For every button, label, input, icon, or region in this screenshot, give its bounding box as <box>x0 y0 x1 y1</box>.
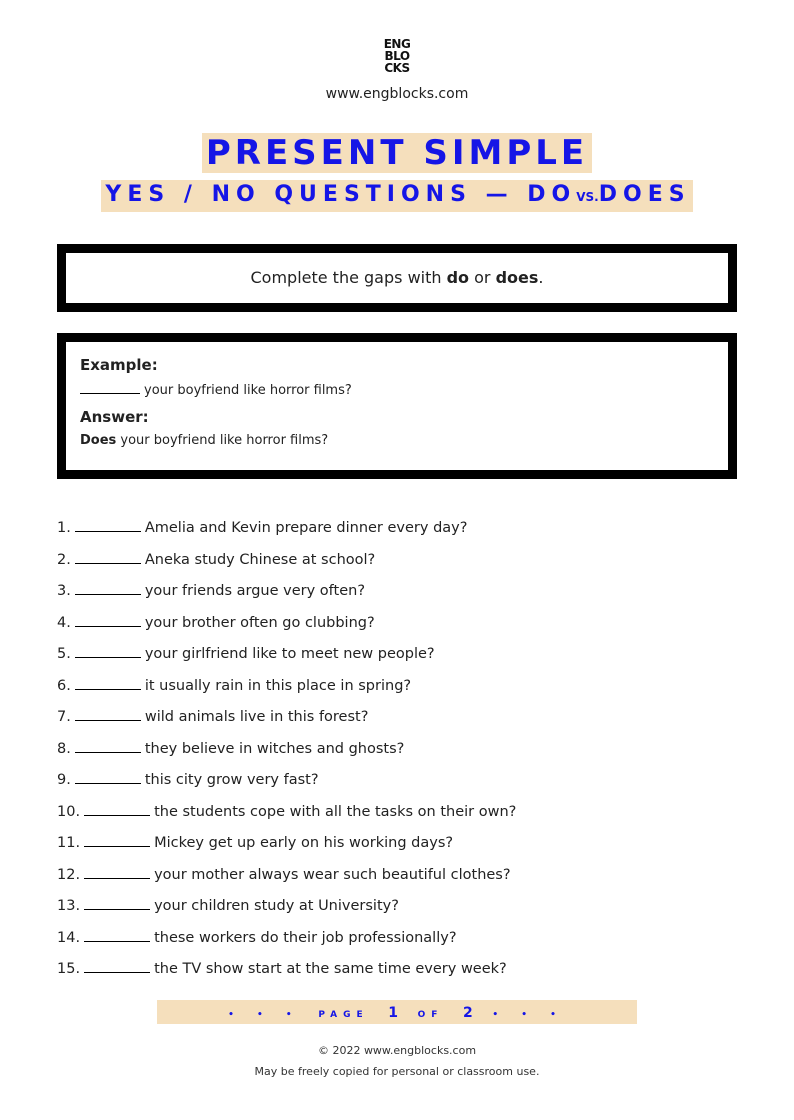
logo-line: BLO <box>384 49 410 63</box>
question-text: Amelia and Kevin prepare dinner every day? <box>144 520 468 536</box>
site-url[interactable]: www.engblocks.com <box>325 86 469 102</box>
page-total: 2 <box>462 1005 473 1021</box>
license-text: May be freely copied for personal or classroom use. <box>254 1065 540 1078</box>
pagination-dots-left: • • • <box>228 1010 302 1020</box>
logo-line: CKS <box>384 61 410 75</box>
answer-blank[interactable] <box>84 864 150 879</box>
question-number: 2. <box>57 551 71 568</box>
instruction-mid: or <box>469 268 496 287</box>
question-text: your girlfriend like to meet new people? <box>144 646 435 662</box>
page-label: PAGE <box>318 1010 369 1020</box>
question-item <box>57 705 737 737</box>
question-number: 5. <box>57 646 71 662</box>
subtitle-vs: VS. <box>576 190 599 204</box>
question-item <box>57 611 737 643</box>
question-number: 14. <box>57 929 81 946</box>
question-number: 4. <box>57 614 71 631</box>
question-item <box>57 831 737 863</box>
question-item <box>57 768 737 800</box>
question-item <box>57 863 737 895</box>
answer-blank[interactable] <box>84 927 150 942</box>
subtitle-pre: YES / NO QUESTIONS — DO <box>105 182 577 207</box>
answer-sentence <box>80 433 714 448</box>
question-text: your mother always wear such beautiful clothes? <box>154 866 511 883</box>
answer-blank[interactable] <box>84 958 150 973</box>
of-label: OF <box>417 1010 444 1020</box>
pagination-dots-right: • • • <box>492 1010 566 1020</box>
question-item <box>57 642 737 674</box>
question-text: the students cope with all the tasks on their own? <box>154 803 517 820</box>
answer-blank[interactable] <box>84 832 150 847</box>
question-text: Aneka study Chinese at school? <box>144 551 376 568</box>
answer-text: your boyfriend like horror films? <box>116 433 329 448</box>
question-item <box>57 894 737 926</box>
question-item <box>57 926 737 958</box>
example-label: Example: <box>80 356 158 374</box>
question-text: the TV show start at the same time every week? <box>154 961 507 977</box>
question-text: wild animals live in this forest? <box>144 709 369 725</box>
question-number: 7. <box>57 709 71 725</box>
question-list <box>57 516 737 989</box>
question-number: 1. <box>57 520 71 536</box>
question-text: your friends argue very often? <box>144 583 366 599</box>
question-item <box>57 957 737 989</box>
subtitle-block <box>0 180 794 212</box>
copyright-text: © 2022 www.engblocks.com <box>317 1044 477 1057</box>
question-number: 8. <box>57 740 71 757</box>
answer-blank[interactable] <box>75 549 141 564</box>
answer-blank[interactable] <box>75 612 141 627</box>
subtitle-post: DOES <box>598 182 691 207</box>
question-item <box>57 737 737 769</box>
answer-blank[interactable] <box>75 580 141 595</box>
instruction-post: . <box>538 268 544 287</box>
instruction-word-does: does <box>495 268 539 287</box>
question-text: they believe in witches and ghosts? <box>144 740 405 757</box>
question-item <box>57 800 737 832</box>
answer-blank[interactable] <box>84 895 150 910</box>
question-number: 11. <box>57 835 81 851</box>
question-number: 10. <box>57 803 81 820</box>
answer-blank[interactable] <box>75 643 141 658</box>
example-box <box>57 333 737 479</box>
question-number: 13. <box>57 898 81 914</box>
instruction-text <box>250 268 543 287</box>
page-title: PRESENT SIMPLE <box>202 133 592 173</box>
question-number: 6. <box>57 677 71 694</box>
answer-blank[interactable] <box>75 706 141 721</box>
answer-blank[interactable] <box>75 675 141 690</box>
question-text: your brother often go clubbing? <box>144 614 375 631</box>
answer-label: Answer: <box>80 408 149 426</box>
answer-blank[interactable] <box>84 801 150 816</box>
pagination-bar <box>157 1000 637 1024</box>
answer-blank[interactable] <box>75 517 141 532</box>
question-text: these workers do their job professionally? <box>154 929 457 946</box>
question-text: Mickey get up early on his working days? <box>154 835 454 851</box>
logo-line: ENG <box>383 37 411 51</box>
question-item <box>57 579 737 611</box>
answer-blank[interactable] <box>75 769 141 784</box>
question-item <box>57 674 737 706</box>
instruction-pre: Complete the gaps with <box>250 268 447 287</box>
question-text: this city grow very fast? <box>144 772 319 788</box>
question-item <box>57 516 737 548</box>
question-item <box>57 548 737 580</box>
question-number: 15. <box>57 961 81 977</box>
question-number: 12. <box>57 866 81 883</box>
question-number: 9. <box>57 772 71 788</box>
example-text: your boyfriend like horror films? <box>144 383 352 398</box>
answer-bold: Does <box>80 433 117 448</box>
example-blank <box>80 381 140 394</box>
title-block <box>0 133 794 173</box>
example-sentence <box>80 381 714 398</box>
question-text: it usually rain in this place in spring? <box>144 677 412 694</box>
engblocks-logo <box>0 38 794 74</box>
question-text: your children study at University? <box>154 898 399 914</box>
page-current: 1 <box>388 1005 399 1021</box>
question-number: 3. <box>57 583 71 599</box>
instruction-box <box>57 244 737 312</box>
page-subtitle <box>101 180 692 212</box>
instruction-word-do: do <box>446 268 470 287</box>
answer-blank[interactable] <box>75 738 141 753</box>
